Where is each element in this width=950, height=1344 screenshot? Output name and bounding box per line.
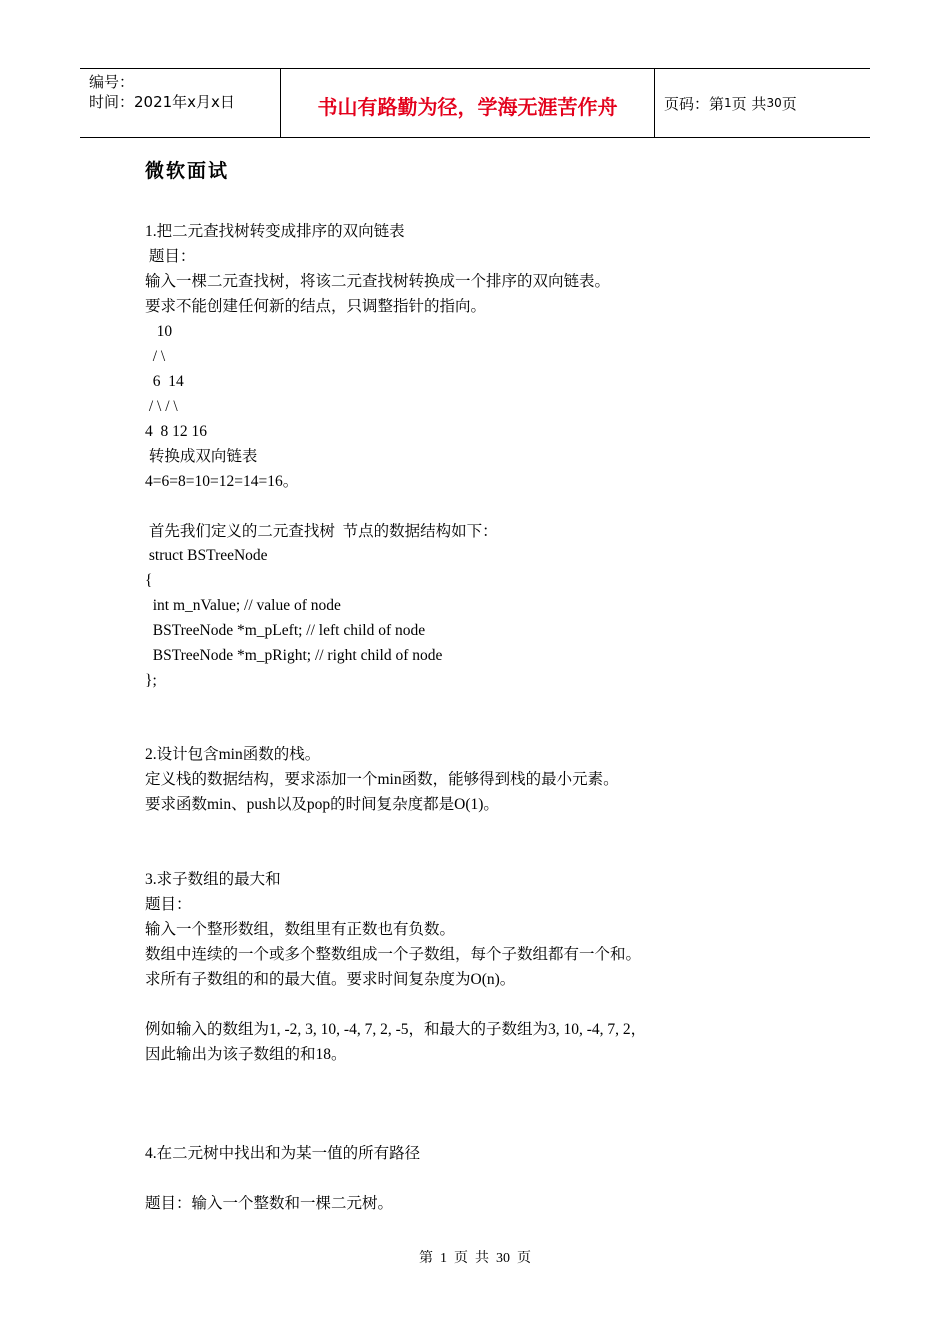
page-header	[80, 68, 870, 138]
text-line: 例如输入的数组为1, -2, 3, 10, -4, 7, 2, -5，和最大的子数组为3, 10, -4, 7, 2，	[145, 1021, 647, 1038]
text-line: 题目：输入一个整数和一棵二元树。	[145, 1195, 394, 1212]
text-line: 4.在二元树中找出和为某一值的所有路径	[145, 1145, 421, 1162]
text-line: 题目：	[145, 248, 196, 265]
code-line: {	[145, 572, 153, 589]
text-line: 3.求子数组的最大和	[145, 871, 281, 888]
text-line: 要求函数min、push以及pop的时间复杂度都是O(1)。	[145, 796, 499, 813]
number-label: 编号：	[89, 73, 135, 91]
text-line: / \ / \	[145, 398, 178, 415]
code-line: struct BSTreeNode	[145, 547, 268, 564]
text-line: 10	[145, 323, 173, 340]
text-line: 首先我们定义的二元查找树 节点的数据结构如下：	[145, 523, 498, 540]
text-line: 4 8 12 16	[145, 423, 207, 440]
header-meta	[80, 69, 281, 137]
text-line: 题目：	[145, 896, 192, 913]
page-total: 30	[766, 96, 782, 110]
page-current: 1	[724, 96, 732, 110]
text-line: 输入一棵二元查找树，将该二元查找树转换成一个排序的双向链表。	[145, 273, 611, 290]
text-line: 要求不能创建任何新的结点，只调整指针的指向。	[145, 298, 487, 315]
text-line: / \	[145, 348, 166, 365]
text-line: 4=6=8=10=12=14=16。	[145, 473, 299, 490]
text-line: 2.设计包含min函数的栈。	[145, 746, 321, 763]
text-line: 转换成双向链表	[145, 448, 258, 465]
code-line: BSTreeNode *m_pRight; // right child of node	[145, 647, 443, 664]
time-label: 时间：2021年x月x日	[89, 93, 235, 111]
text-line: 1.把二元查找树转变成排序的双向链表	[145, 223, 405, 240]
text-line: 6 14	[145, 373, 184, 390]
text-line: 定义栈的数据结构，要求添加一个min函数，能够得到栈的最小元素。	[145, 771, 619, 788]
document-title: 微软面试	[145, 160, 230, 182]
page-footer: 第 1 页 共 30 页	[419, 1251, 531, 1266]
code-line: BSTreeNode *m_pLeft; // left child of node	[145, 622, 426, 639]
text-line: 数组中连续的一个或多个整数组成一个子数组，每个子数组都有一个和。	[145, 946, 642, 963]
code-line: int m_nValue; // value of node	[145, 597, 341, 614]
page-mid: 页 共	[731, 94, 767, 113]
code-line: };	[145, 672, 157, 689]
page-suffix: 页	[781, 94, 797, 113]
page-prefix: 页码：第	[664, 94, 725, 113]
header-motto: 书山有路勤为径，学海无涯苦作舟	[281, 69, 655, 137]
text-line: 输入一个整形数组，数组里有正数也有负数。	[145, 921, 456, 938]
text-line: 求所有子数组的和的最大值。要求时间复杂度为O(n)。	[145, 971, 516, 988]
header-page-info	[655, 69, 870, 137]
text-line: 因此输出为该子数组的和18。	[145, 1046, 347, 1063]
